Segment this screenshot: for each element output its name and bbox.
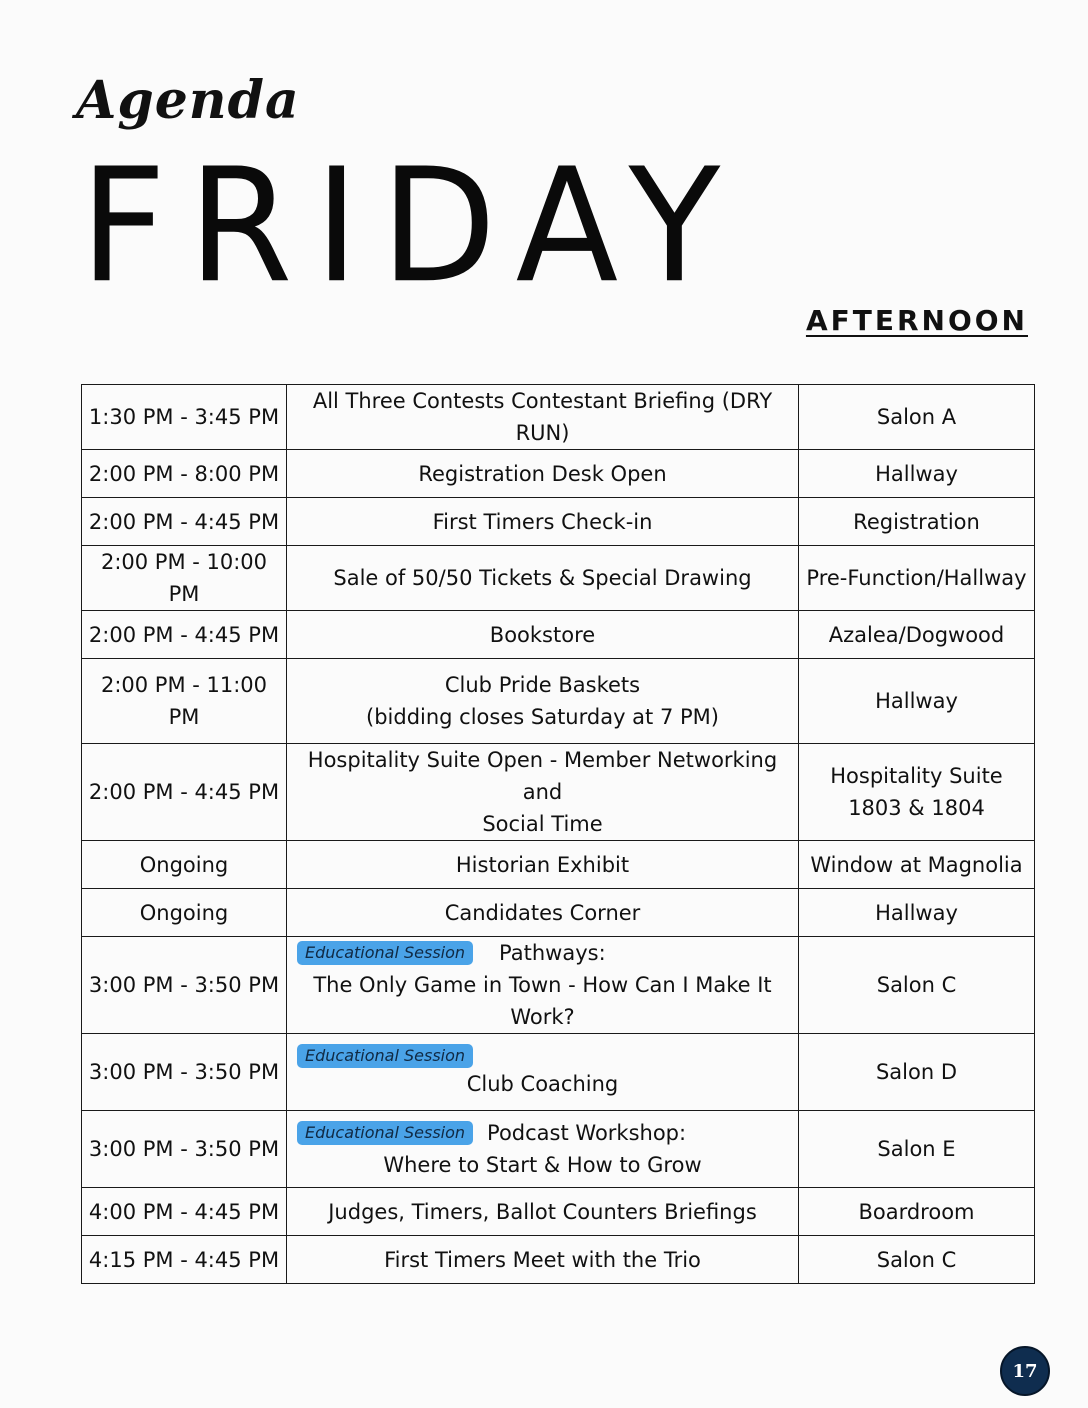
session-subtitle: Club Coaching (466, 1072, 619, 1096)
time-cell: 1:30 PM - 3:45 PM (82, 385, 287, 450)
event-cell: Judges, Timers, Ballot Counters Briefings (287, 1188, 799, 1236)
table-row (82, 937, 1035, 1034)
location-cell (799, 498, 1035, 546)
location-cell (799, 659, 1035, 744)
table-row (82, 385, 1035, 450)
time-cell: Ongoing (82, 841, 287, 889)
day-title: FRIDAY (80, 135, 743, 319)
event-cell (287, 546, 799, 611)
educational-session-badge: Educational Session (297, 941, 473, 965)
location-cell (799, 889, 1035, 937)
location-line: Salon A (876, 405, 957, 429)
table-row (82, 546, 1035, 611)
time-cell: 2:00 PM - 4:45 PM (82, 611, 287, 659)
time-cell: 2:00 PM - 10:00 PM (82, 546, 287, 611)
location-cell: Boardroom (799, 1188, 1035, 1236)
location-line: Azalea/Dogwood (828, 622, 1005, 647)
time-cell: Ongoing (82, 889, 287, 937)
location-cell: Salon E (799, 1111, 1035, 1188)
table-row (82, 611, 1035, 659)
session-subtitle: The Only Game in Town - How Can I Make It Work? (313, 973, 772, 1029)
event-cell (287, 498, 799, 546)
educational-session-badge: Educational Session (297, 1121, 473, 1145)
location-cell: Salon C (799, 1236, 1035, 1284)
agenda-table (81, 384, 1035, 1284)
time-cell: 4:00 PM - 4:45 PM (82, 1188, 287, 1236)
location-cell (799, 450, 1035, 498)
location-line: Hallway (875, 900, 958, 925)
location-line: Window at Magnolia (810, 852, 1023, 877)
location-cell: Salon C (799, 937, 1035, 1034)
event-line: Historian Exhibit (455, 852, 630, 877)
table-row (82, 1188, 1035, 1236)
time-cell: 2:00 PM - 4:45 PM (82, 498, 287, 546)
table-row (82, 841, 1035, 889)
location-line: Registration (853, 509, 980, 534)
event-line: All Three Contests Contestant Briefing (DRY RUN) (312, 389, 773, 445)
location-line: Pre-Function/Hallway (806, 566, 1027, 590)
time-cell: 3:00 PM - 3:50 PM (82, 1034, 287, 1111)
location-line: 1803 & 1804 (848, 796, 985, 820)
page-number: 17 (1012, 1360, 1038, 1382)
location-cell: Salon D (799, 1034, 1035, 1111)
event-line: (bidding closes Saturday at 7 PM) (366, 705, 719, 729)
session-title: Pathways: (499, 941, 606, 965)
event-line: Bookstore (489, 622, 596, 647)
event-cell (287, 1111, 799, 1188)
table-row (82, 498, 1035, 546)
time-cell: 4:15 PM - 4:45 PM (82, 1236, 287, 1284)
location-cell (799, 546, 1035, 611)
table-row (82, 450, 1035, 498)
time-cell: 2:00 PM - 8:00 PM (82, 450, 287, 498)
event-line: Hospitality Suite Open - Member Networking and (307, 748, 778, 804)
event-cell (287, 841, 799, 889)
table-row (82, 889, 1035, 937)
event-cell (287, 659, 799, 744)
table-row (82, 659, 1035, 744)
event-cell (287, 889, 799, 937)
location-cell (799, 611, 1035, 659)
table-row (82, 1034, 1035, 1111)
location-line: Hallway (875, 689, 958, 713)
location-line: Hospitality Suite (830, 764, 1003, 788)
event-cell: First Timers Meet with the Trio (287, 1236, 799, 1284)
page-number-badge (1000, 1346, 1050, 1396)
event-cell (287, 611, 799, 659)
location-line: Hallway (875, 461, 958, 486)
event-cell (287, 1034, 799, 1111)
event-line: First Timers Check-in (432, 509, 653, 534)
event-cell (287, 450, 799, 498)
table-row (82, 1236, 1035, 1284)
period-label: AFTERNOON (805, 304, 1028, 337)
table-row (82, 1111, 1035, 1188)
location-cell (799, 744, 1035, 841)
event-cell (287, 937, 799, 1034)
time-cell: 2:00 PM - 11:00 PM (82, 659, 287, 744)
session-title: Podcast Workshop: (487, 1121, 687, 1145)
event-cell (287, 385, 799, 450)
location-cell (799, 385, 1035, 450)
event-line: Sale of 50/50 Tickets & Special Drawing (333, 566, 752, 590)
event-line: Social Time (482, 812, 603, 836)
time-cell: 3:00 PM - 3:50 PM (82, 1111, 287, 1188)
table-row (82, 744, 1035, 841)
session-subtitle: Where to Start & How to Grow (383, 1153, 702, 1177)
event-line: Registration Desk Open (418, 461, 667, 486)
event-cell (287, 744, 799, 841)
location-cell (799, 841, 1035, 889)
event-line: Candidates Corner (444, 900, 641, 925)
time-cell: 3:00 PM - 3:50 PM (82, 937, 287, 1034)
educational-session-badge: Educational Session (297, 1044, 473, 1068)
time-cell: 2:00 PM - 4:45 PM (82, 744, 287, 841)
agenda-script-title: Agenda (76, 70, 300, 131)
event-line: Club Pride Baskets (444, 673, 641, 697)
